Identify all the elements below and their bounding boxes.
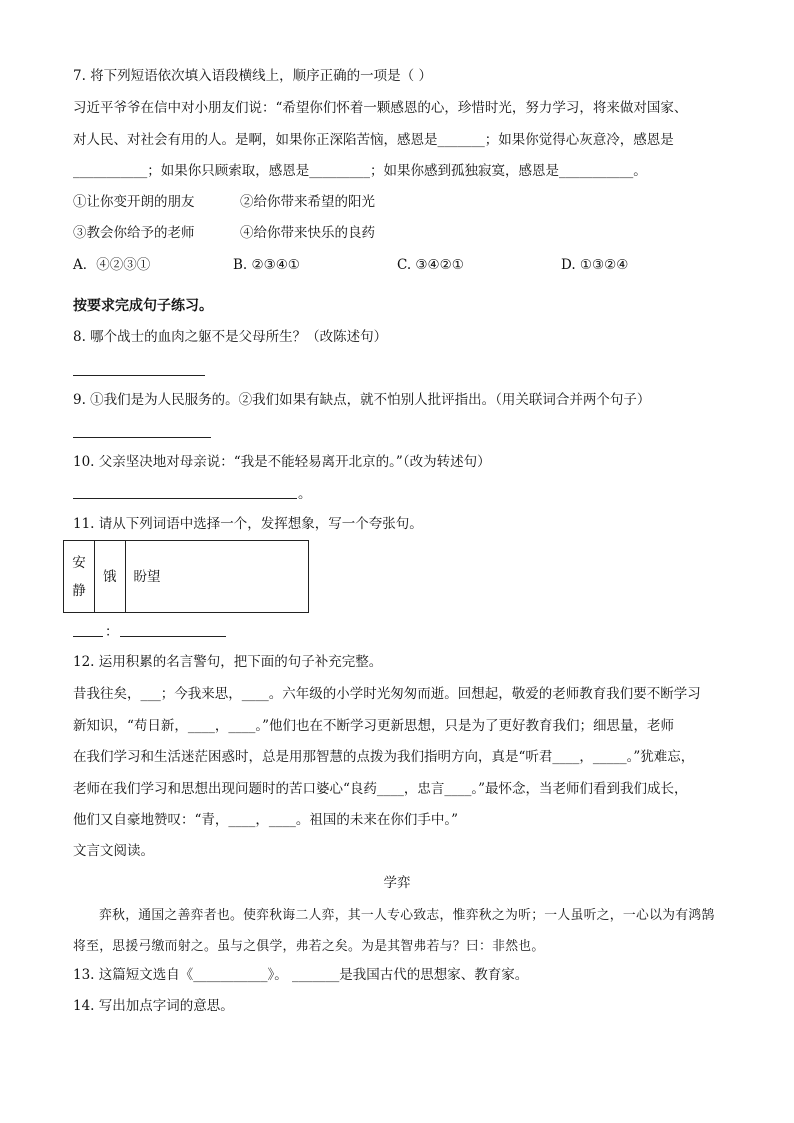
q7-option-c[interactable]: C. ③④②① (397, 257, 464, 273)
q8-answer-line[interactable] (73, 375, 205, 376)
q7-option-b[interactable]: B. ②③④① (233, 257, 300, 273)
q11-word-cell-1[interactable] (64, 541, 95, 613)
q11-word-cell-2[interactable] (95, 541, 126, 613)
q7-passage-line-3: ___________；如果你只顾索取，感恩是_________；如果你感到孤独寂寞，感恩是___________。 (73, 163, 647, 179)
q9-answer-line[interactable] (73, 437, 211, 438)
q11-word-choice-line[interactable] (73, 636, 103, 637)
q7-passage-line-2: 对人民、对社会有用的人。是啊，如果你正深陷苦恼，感恩是_______；如果你觉得心灰意冷，感恩是 (73, 132, 674, 148)
q9-text: 9. ①我们是为人民服务的。②我们如果有缺点，就不怕别人批评指出。（用关联词合并两个句子） (73, 392, 651, 408)
section-title: 按要求完成句子练习。 (73, 298, 213, 314)
q7-option-d[interactable]: D. ①③②④ (561, 257, 629, 273)
q7-item-4: ④给你带来快乐的良药 (240, 225, 375, 241)
q12-line-1: 昔我往矣，___；今我来思，____。六年级的小学时光匆匆而逝。回想起，敬爱的老师教育我们要不断学习 (73, 686, 701, 702)
q13-text: 13. 这篇短文选自《___________》。 _______是我国古代的思想家、教育家。 (73, 967, 529, 983)
q7-passage-line-1: 习近平爷爷在信中对小朋友们说：“希望你们怀着一颗感恩的心，珍惜时光，努力学习，将来做对国家、 (73, 100, 688, 116)
q11-word-1a: 安 (72, 554, 86, 571)
q7-item-1: ①让你变开朗的朋友 (73, 194, 195, 210)
q7-item-2: ②给你带来希望的阳光 (240, 194, 375, 210)
q14-text: 14. 写出加点字词的意思。 (73, 998, 234, 1014)
q10-text: 10. 父亲坚决地对母亲说：“我是不能轻易离开北京的。”（改为转述句） (73, 454, 491, 470)
q11-text: 11. 请从下列词语中选择一个，发挥想象，写一个夸张句。 (73, 516, 423, 532)
passage-title: 学弈 (383, 875, 411, 891)
q8-text: 8. 哪个战士的血肉之躯不是父母所生？（改陈述句） (73, 329, 388, 345)
q11-word-2: 饿 (103, 568, 117, 585)
q11-answer-line[interactable] (120, 636, 226, 637)
q12-line-4: 老师在我们学习和思想出现问题时的苦口婆心“良药____，忠言____。”最怀念，当老师们看到我们成长， (73, 781, 688, 797)
q11-colon: ： (105, 624, 119, 640)
q7-stem: 7. 将下列短语依次填入语段横线上，顺序正确的一项是（ ） (73, 68, 432, 84)
reading-title: 文言文阅读。 (73, 843, 154, 859)
q11-word-cell-3[interactable] (125, 541, 308, 613)
q11-word-1b: 静 (72, 582, 86, 599)
q11-word-table (63, 540, 309, 613)
passage-text: 弈秋，通国之善弈者也。使弈秋诲二人弈，其一人专心致志，惟弈秋之为听；一人虽听之，一心以为有鸿鹄将至，思援弓缴而射之。虽与之俱学，弗若之矣。为是其智弗若与？曰：非然也。 (73, 908, 715, 954)
q12-line-3: 在我们学习和生活迷茫困惑时，总是用那智慧的点拨为我们指明方向，真是“听君____，_____。”犹难忘， (73, 749, 695, 765)
q10-end-mark: 。 (298, 486, 312, 502)
q12-line-5: 他们又自豪地赞叹：“青，____，____。祖国的未来在你们手中。” (73, 812, 459, 828)
q10-answer-line[interactable] (73, 498, 297, 499)
q11-word-3: 盼望 (133, 568, 161, 585)
q7-option-a[interactable]: A．④②③① (73, 257, 151, 273)
q12-line-2: 新知识，“苟日新，____，____。”他们也在不断学习更新思想，只是为了更好教育我们；细思量，老师 (73, 718, 675, 734)
q12-text: 12. 运用积累的名言警句，把下面的句子补充完整。 (73, 654, 383, 670)
q7-item-3: ③教会你给予的老师 (73, 225, 195, 241)
